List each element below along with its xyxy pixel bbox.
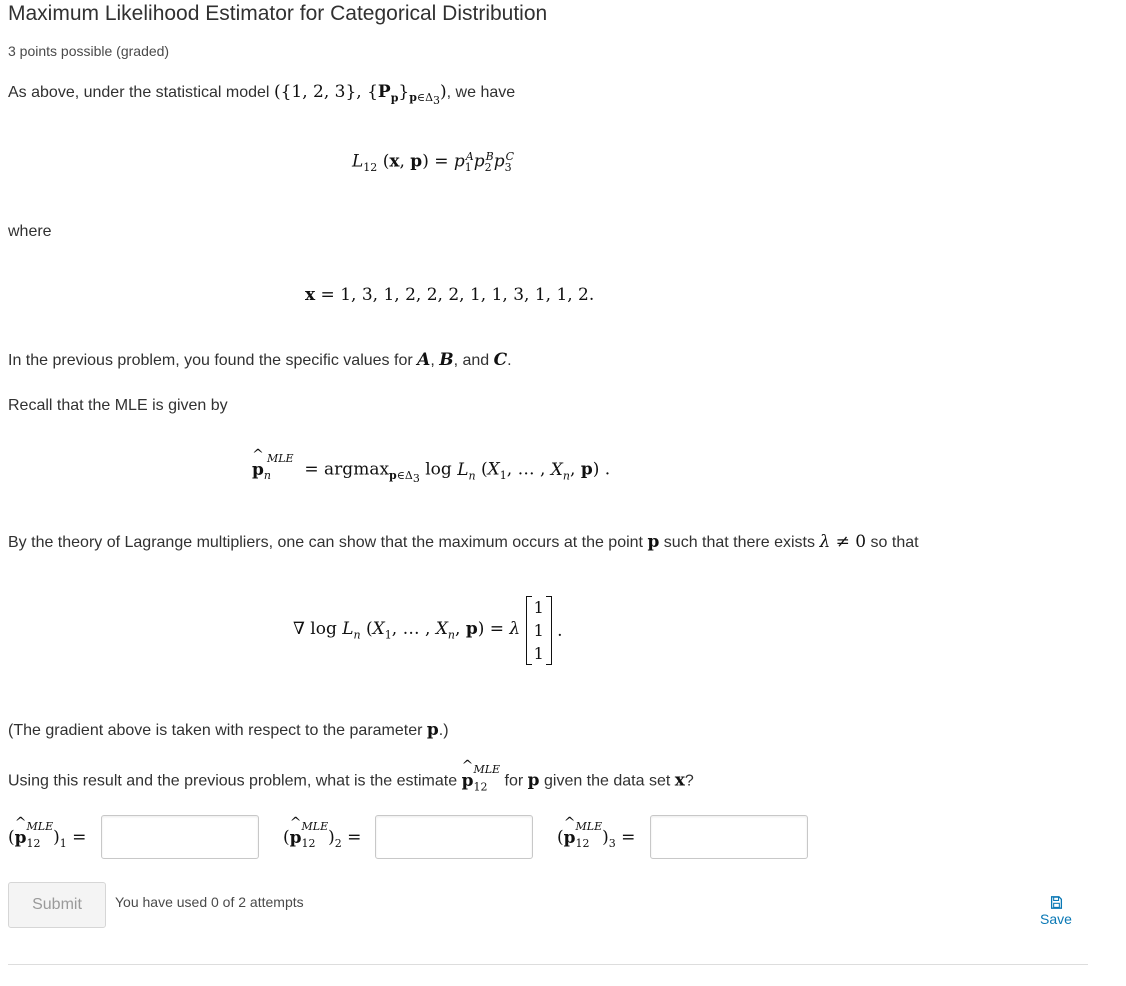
var-c: C	[493, 350, 508, 370]
var-a: A	[417, 350, 431, 370]
gradient-note-end: .)	[438, 722, 449, 739]
answer-index-1: 1	[59, 837, 67, 851]
var-p-question: p	[527, 770, 540, 791]
submit-button[interactable]: Submit	[8, 882, 106, 928]
question-end: ?	[684, 772, 694, 790]
data-set-formula: x = 1, 3, 1, 2, 2, 2, 1, 1, 3, 1, 1, 2.	[305, 285, 595, 305]
answer-label-1: ( ^ $p_{12}^{MLE})_1$ =	[8, 814, 87, 851]
question-line	[8, 757, 694, 794]
where-text: where	[8, 223, 52, 240]
answer-input-1[interactable]	[101, 815, 259, 859]
lagrange-text-3: so that	[870, 534, 919, 551]
var-p-note: p	[426, 720, 439, 740]
save-button[interactable]	[1036, 896, 1076, 927]
var-p: p	[647, 532, 660, 552]
answer-label-2: ( ^ $p_{12}^{MLE})_2$ =	[283, 814, 362, 851]
data-set-values: 1, 3, 1, 2, 2, 2, 1, 1, 3, 1, 1, 2.	[340, 285, 595, 305]
question-text-2: for	[504, 772, 524, 790]
answer-index-3: 3	[608, 837, 616, 851]
answer-input-2[interactable]	[375, 815, 533, 859]
mle-formula: ^ $p_n^{MLE} = argmax_{p\in\Delta_3}$ $\log L_n$ ($X_1$, … , $X_n$, p) .	[252, 446, 611, 486]
likelihood-formula: $L_{12}$ (x, $p) = p_1^Ap_2^Bp_3^C$	[352, 150, 515, 175]
intro-end-text: , we have	[446, 84, 516, 101]
answer-index-2: 2	[334, 837, 342, 851]
lagrange-line	[8, 532, 919, 552]
estimate-symbol: ^ $p_{12}^{MLE}$	[461, 757, 501, 794]
problem-title: Maximum Likelihood Estimator for Categorical Distribution	[8, 2, 548, 25]
answer-input-3[interactable]	[650, 815, 808, 859]
gradient-formula: ∇ $\log L_n$ ($X_1$, … , $X_n$, p) = λ 1 1 1 .	[293, 598, 563, 663]
lambda-condition: λ ≠ 0	[819, 532, 867, 552]
model-formula: ({1, 2, 3}, $\{P_p\}_{p\in\Delta_3}$)	[273, 82, 447, 108]
answer-label-3: ( ^ $p_{12}^{MLE})_3$ =	[557, 814, 636, 851]
gradient-note	[8, 720, 449, 740]
var-b: B	[439, 350, 454, 370]
lagrange-text-2: such that there exists	[663, 534, 815, 551]
save-icon	[1050, 896, 1063, 909]
gradient-note-text: (The gradient above is taken with respect to the parameter	[8, 722, 423, 739]
intro-text: As above, under the statistical model	[8, 84, 270, 101]
previous-line: In the previous problem, you found the specific values for A, B, and C.	[8, 350, 512, 370]
previous-text: In the previous problem, you found the specific values for	[8, 352, 413, 369]
attempts-text: You have used 0 of 2 attempts	[115, 894, 304, 910]
var-x-question: x	[674, 770, 685, 791]
lagrange-text: By the theory of Lagrange multipliers, one can show that the maximum occurs at the point	[8, 534, 643, 551]
ones-vector: 1 1 1	[526, 596, 552, 665]
question-text: Using this result and the previous problem, what is the estimate	[8, 772, 458, 790]
question-text-3: given the data set	[543, 772, 671, 790]
save-label: Save	[1040, 911, 1072, 927]
points-label: 3 points possible (graded)	[8, 43, 170, 59]
and-text: , and	[453, 352, 490, 369]
recall-text: Recall that the MLE is given by	[8, 397, 228, 414]
divider	[8, 964, 1088, 965]
intro-line	[8, 82, 515, 108]
